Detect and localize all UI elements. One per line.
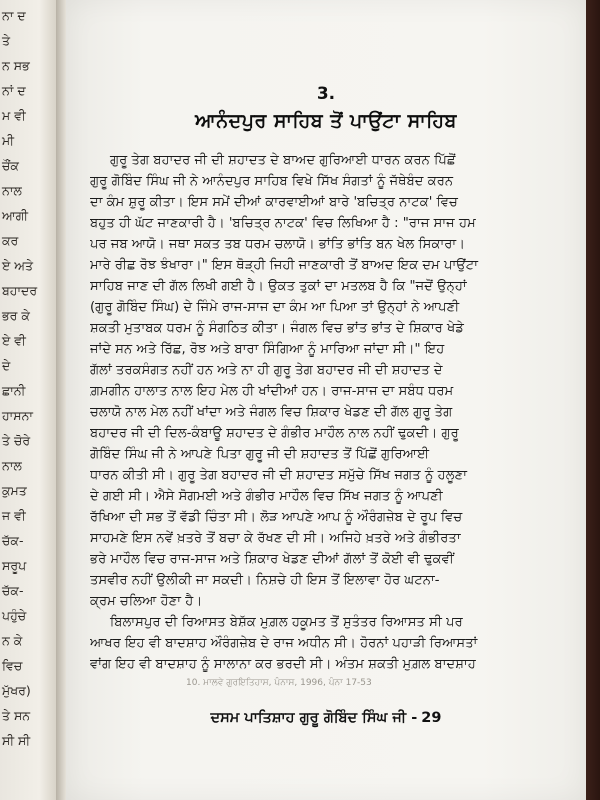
left-page-fragment: ਸਰੂਪ xyxy=(2,558,27,573)
text-line: (ਗੁਰੂ ਗੋਬਿੰਦ ਸਿੰਘ) ਦੇ ਜਿੰਮੇ ਰਾਜ-ਸਾਜ ਦਾ ਕੰਮ ਆ ਪਿਆ ਤਾਂ ਉਨ੍ਹਾਂ ਨੇ ਆਪਣੀ xyxy=(90,300,460,315)
left-page xyxy=(0,0,56,800)
text-line: ਮਾਰੇ ਰੀਛ ਰੋਝ ਝੰਖਾਰਾ।" ਇਸ ਥੋੜ੍ਹੀ ਜਿਹੀ ਜਾਣਕਾਰੀ ਤੋਂ ਬਾਅਦ ਇਕ ਦਮ ਪਾਉਂਟਾ xyxy=(90,258,479,273)
left-page-fragment: ਬਹਾਦਰ xyxy=(2,283,38,298)
text-line: ਵਾਂਗ ਇਹ ਵੀ ਬਾਦਸ਼ਾਹ ਨੂੰ ਸਾਲਾਨਾ ਕਰ ਭਰਦੀ ਸੀ। ਅੰਤਮ ਸ਼ਕਤੀ ਮੁਗ਼ਲ ਬਾਦਸ਼ਾਹ xyxy=(90,657,476,672)
left-page-fragment: ਨ ਕੇ xyxy=(2,633,23,648)
left-page-fragment: ਨ ਸਭ xyxy=(2,58,30,73)
text-line: ਗੋਬਿੰਦ ਸਿੰਘ ਜੀ ਨੇ ਆਪਣੇ ਪਿਤਾ ਗੁਰੂ ਜੀ ਦੀ ਸ਼ਹਾਦਤ ਤੋਂ ਪਿੱਛੋਂ ਗੁਰਿਆਈ xyxy=(90,447,430,462)
text-line: ਦੇ ਗਈ ਸੀ। ਐਸੇ ਸੋਗਮਈ ਅਤੇ ਗੰਭੀਰ ਮਾਹੌਲ ਵਿਚ ਸਿੱਖ ਜਗਤ ਨੂੰ ਆਪਣੀ xyxy=(90,489,443,504)
running-footer xyxy=(66,710,586,726)
left-page-fragment: ਨਾਲ xyxy=(2,183,22,198)
body-text xyxy=(90,150,560,675)
left-page-fragment: ਪਹੁੰਚੇ xyxy=(2,608,27,623)
left-page-fragment: ਏ ਵੀ xyxy=(2,333,26,348)
left-page-fragment: ਵਿਚ xyxy=(2,658,23,673)
text-line: ਗੁਰੂ ਤੇਗ ਬਹਾਦਰ ਜੀ ਦੀ ਸ਼ਹਾਦਤ ਦੇ ਬਾਅਦ ਗੁਰਿਆਈ ਧਾਰਨ ਕਰਨ ਪਿੱਛੋਂ xyxy=(110,153,456,168)
left-page-fragment: ਜ ਵੀ xyxy=(2,508,26,523)
text-line: ਚਲਾਯੋ ਨਾਲ ਮੇਲ ਨਹੀਂ ਖਾਂਦਾ ਅਤੇ ਜੰਗਲ ਵਿਚ ਸ਼ਿਕਾਰ ਖੇਡਣ ਦੀ ਗੱਲ ਗੁਰੂ ਤੇਗ xyxy=(90,405,453,420)
page-gutter xyxy=(56,0,66,800)
left-page-fragment: ਭਰ ਕੇ xyxy=(2,308,30,323)
text-line: ਦਾ ਕੰਮ ਸ਼ੁਰੂ ਕੀਤਾ। ਇਸ ਸਮੇਂ ਦੀਆਂ ਕਾਰਵਾਈਆਂ ਬਾਰੇ 'ਬਚਿਤ੍ਰ ਨਾਟਕ' ਵਿਚ xyxy=(90,195,458,210)
text-line: ਜਾਂਦੇ ਸਨ ਅਤੇ ਰਿੱਛ, ਰੋਝ ਅਤੇ ਬਾਰਾ ਸਿੰਗਿਆ ਨੂੰ ਮਾਰਿਆ ਜਾਂਦਾ ਸੀ।" ਇਹ xyxy=(90,342,445,357)
left-page-fragment: ਕਰ xyxy=(2,233,19,248)
text-line: ਤਸਵੀਰ ਨਹੀਂ ਉਲੀਕੀ ਜਾ ਸਕਦੀ। ਨਿਸ਼ਚੇ ਹੀ ਇਸ ਤੋਂ ਇਲਾਵਾ ਹੋਰ ਘਟਨਾ- xyxy=(90,573,440,588)
text-line: ਗੱਲਾਂ ਤਰਕਸੰਗਤ ਨਹੀਂ ਹਨ ਅਤੇ ਨਾ ਹੀ ਗੁਰੂ ਤੇਗ ਬਹਾਦਰ ਜੀ ਦੀ ਸ਼ਹਾਦਤ ਦੇ xyxy=(90,363,443,378)
left-page-fragment: ਚੌਂਕ xyxy=(2,158,19,173)
left-page-fragment: ਦੇ xyxy=(2,358,11,373)
text-line: ਬਹੁਤ ਹੀ ਘੱਟ ਜਾਣਕਾਰੀ ਹੈ। 'ਬਚਿਤ੍ਰ ਨਾਟਕ' ਵਿਚ ਲਿਖਿਆ ਹੈ : "ਰਾਜ ਸਾਜ ਹਮ xyxy=(90,216,476,231)
left-page-fragment: ਚੱਕ- xyxy=(2,533,24,548)
left-page-fragment: ਮ ਵੀ xyxy=(2,108,26,123)
left-page-fragment: ਸੀ ਸੀ xyxy=(2,733,31,748)
footnote: 10. ਮਾਲਵੇ ਗੁਰਇਤਿਹਾਸ, ਪੰਨਾਸ, 1996, ਪੰਨਾ 17-53 xyxy=(186,678,372,688)
text-line: ਸਾਹਿਬ ਜਾਣ ਦੀ ਗੱਲ ਲਿਖੀ ਗਈ ਹੈ। ਉਕਤ ਤੁਕਾਂ ਦਾ ਮਤਲਬ ਹੈ ਕਿ "ਜਦੋਂ ਉਨ੍ਹਾਂ xyxy=(90,279,467,294)
page-number: 29 xyxy=(421,710,442,726)
right-page xyxy=(66,0,586,800)
footer-title: ਦਸਮ ਪਾਤਿਸ਼ਾਹ ਗੁਰੂ ਗੋਬਿੰਦ ਸਿੰਘ ਜੀ - xyxy=(210,710,418,726)
text-line: ਬਹਾਦਰ ਜੀ ਦੀ ਦਿਲ-ਕੰਬਾਊ ਸ਼ਹਾਦਤ ਦੇ ਗੰਭੀਰ ਮਾਹੌਲ ਨਾਲ ਨਹੀਂ ਢੁਕਦੀ। ਗੁਰੂ xyxy=(90,426,459,441)
left-page-fragment: ਤੇ ਸਨ xyxy=(2,708,31,723)
background-edge xyxy=(586,0,600,800)
left-page-fragment: ਨਾਲ xyxy=(2,458,22,473)
left-page-fragment: ਤੇ xyxy=(2,33,11,48)
text-line: ਧਾਰਨ ਕੀਤੀ ਸੀ। ਗੁਰੂ ਤੇਗ ਬਹਾਦਰ ਜੀ ਦੀ ਸ਼ਹਾਦਤ ਸਮੁੱਚੇ ਸਿੱਖ ਜਗਤ ਨੂੰ ਹਲੂਣਾ xyxy=(90,468,467,483)
left-page-fragment: ਏ ਅਤੇ xyxy=(2,258,34,273)
text-line: ਭਰੇ ਮਾਹੌਲ ਵਿਚ ਰਾਜ-ਸਾਜ ਅਤੇ ਸ਼ਿਕਾਰ ਖੇਡਣ ਦੀਆਂ ਗੱਲਾਂ ਤੋਂ ਕੋਈ ਵੀ ਢੁਕਵੀਂ xyxy=(90,552,454,567)
left-page-fragment: ਆਗੀ xyxy=(2,208,29,223)
text-line: ਗੁਰੂ ਗੋਬਿੰਦ ਸਿੰਘ ਜੀ ਨੇ ਆਨੰਦਪੁਰ ਸਾਹਿਬ ਵਿਖੇ ਸਿੱਖ ਸੰਗਤਾਂ ਨੂੰ ਜੱਥੇਬੰਦ ਕਰਨ xyxy=(90,174,454,189)
left-page-fragment: ਕੁਮਤ xyxy=(2,483,27,498)
left-page-fragment: ਮੀ xyxy=(2,133,14,148)
chapter-number: 3. xyxy=(316,84,336,104)
left-page-fragment: ਨਾ ਦ xyxy=(2,8,26,23)
text-line: ਬਿਲਾਸਪੁਰ ਦੀ ਰਿਆਸਤ ਬੇਸ਼ੱਕ ਮੁਗ਼ਲ ਹਕੂਮਤ ਤੋਂ ਸੁਤੰਤਰ ਰਿਆਸਤ ਸੀ ਪਰ xyxy=(110,615,463,630)
text-line: ਪਰ ਜਬ ਆਯੋ। ਜਥਾ ਸਕਤ ਤਬ ਧਰਮ ਚਲਾਯੋ। ਭਾਂਤਿ ਭਾਂਤਿ ਬਨ ਖੇਲ ਸਿਕਾਰਾ। xyxy=(90,237,466,252)
left-page-fragment: ਨਾਂ ਦ xyxy=(2,83,26,98)
left-page-fragment: ਮੁੱਖਰ) xyxy=(2,683,31,698)
text-line: ਸਾਹਮਣੇ ਇਸ ਨਵੇਂ ਖ਼ਤਰੇ ਤੋਂ ਬਚਾ ਕੇ ਰੱਖਣ ਦੀ ਸੀ। ਅਜਿਹੇ ਖ਼ਤਰੇ ਅਤੇ ਗੰਭੀਰਤਾ xyxy=(90,531,461,546)
left-page-fragment: ਤੇ ਚੋਰੇ xyxy=(2,433,31,448)
text-line: ਆਖਰ ਇਹ ਵੀ ਬਾਦਸ਼ਾਹ ਔਰੰਗਜ਼ੇਬ ਦੇ ਰਾਜ ਅਧੀਨ ਸੀ। ਹੋਰਨਾਂ ਪਹਾੜੀ ਰਿਆਸਤਾਂ xyxy=(90,636,478,651)
left-page-fragment: ਚੱਕ- xyxy=(2,583,24,598)
text-line: ਕ੍ਰਮ ਚਲਿਆ ਹੋਣਾ ਹੈ। xyxy=(90,594,203,609)
text-line: ਰੱਖਿਆ ਦੀ ਸਭ ਤੋਂ ਵੱਡੀ ਚਿੰਤਾ ਸੀ। ਲੋੜ ਆਪਣੇ ਆਪ ਨੂੰ ਔਰੰਗਜ਼ੇਬ ਦੇ ਰੂਪ ਵਿਚ xyxy=(90,510,463,525)
chapter-title: ਆਨੰਦਪੁਰ ਸਾਹਿਬ ਤੋਂ ਪਾਉਂਟਾ ਸਾਹਿਬ xyxy=(195,110,457,132)
left-page-fragment: ਛਾਨੀ xyxy=(2,383,26,398)
text-line: ਗ਼ਮਗੀਨ ਹਾਲਾਤ ਨਾਲ ਇਹ ਮੇਲ ਹੀ ਖਾਂਦੀਆਂ ਹਨ। ਰਾਜ-ਸਾਜ ਦਾ ਸਬੰਧ ਧਰਮ xyxy=(90,384,454,399)
text-line: ਸ਼ਕਤੀ ਮੁਤਾਬਕ ਧਰਮ ਨੂੰ ਸੰਗਠਿਤ ਕੀਤਾ। ਜੰਗਲ ਵਿਚ ਭਾਂਤ ਭਾਂਤ ਦੇ ਸ਼ਿਕਾਰ ਖੇਡੇ xyxy=(90,321,464,336)
left-page-fragment: ਹਾਸਨਾ xyxy=(2,408,33,423)
